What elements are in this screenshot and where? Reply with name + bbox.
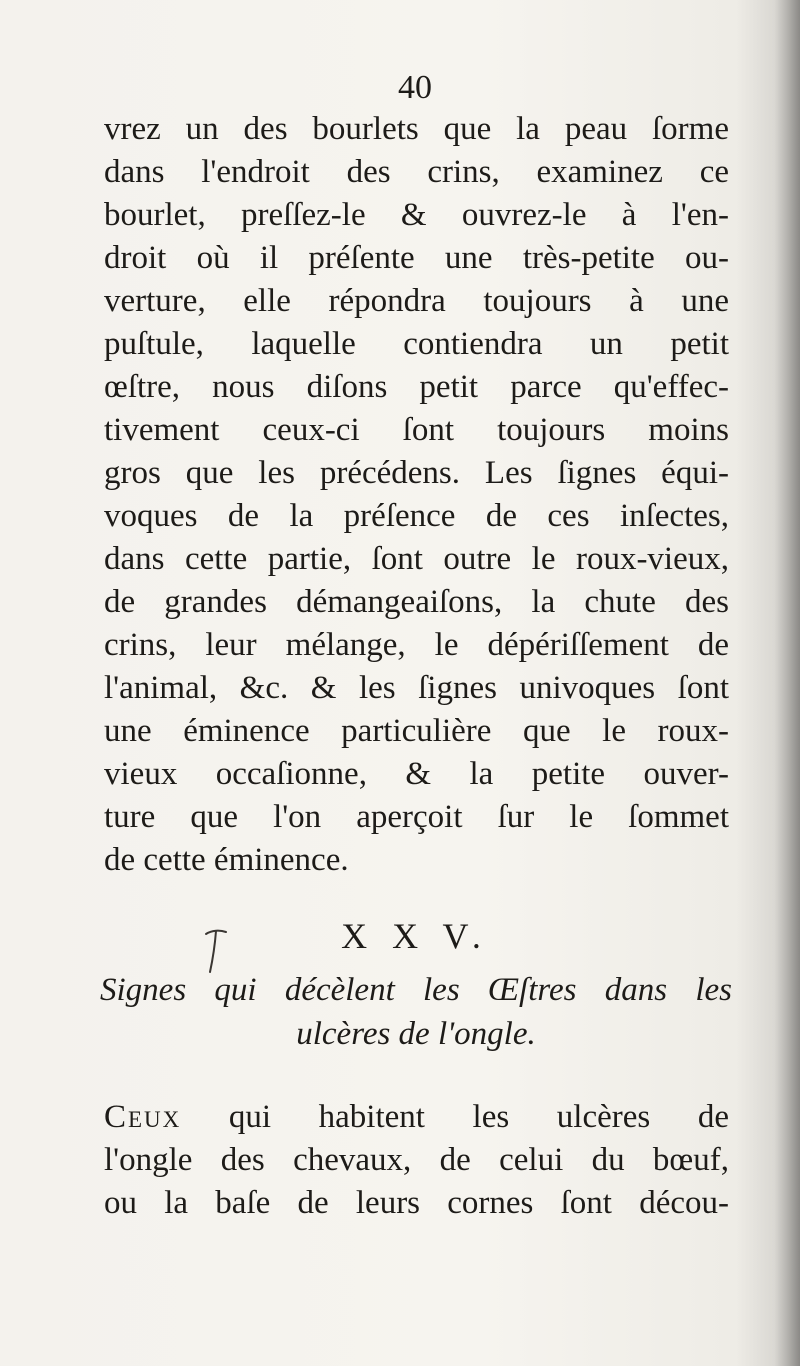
text-line: puſtule, laquelle contiendra un petit [104,326,729,362]
text-line: œſtre, nous diſons petit parce qu'effec- [104,369,729,405]
text-line: de grandes démangeaiſons, la chute des [104,584,729,620]
text-line: l'animal, &c. & les ſignes univoques ſont [104,670,729,706]
text-line: une éminence particulière que le roux- [104,713,729,749]
text-line: gros que les précédens. Les ſignes équi- [104,455,729,491]
text-line: voques de la préſence de ces inſectes, [104,498,729,534]
text-line: vieux occaſionne, & la petite ouver- [104,756,729,792]
drop-word: Ceux [104,1099,182,1135]
text-line: ture que l'on aperçoit ſur le ſommet [104,799,729,835]
text-line: vrez un des bourlets que la peau ſorme [104,111,729,147]
section-heading [100,968,732,1056]
text-line: dans l'endroit des crins, examinez ce [104,154,729,190]
text-line: bourlet, preſſez-le & ouvrez-le à l'en- [104,197,729,233]
section-number: X X V. [341,916,489,956]
text-line: droit où il préſente une très-petite ou- [104,240,729,276]
text-line: de cette éminence. [104,842,349,878]
text-line: crins, leur mélange, le dépériſſement de [104,627,729,663]
heading-line: Signes qui décèlent les Œſtres dans les [100,972,732,1008]
second-paragraph [104,1096,729,1225]
body-paragraph [104,108,729,882]
text-line: tivement ceux-ci ſont toujours moins [104,412,729,448]
text-line [104,1096,729,1139]
text-line: dans cette partie, ſont outre le roux-vieux, [104,541,729,577]
binding-shadow [774,0,800,1366]
text-line: verture, elle répondra toujours à une [104,283,729,319]
page-number: 40 [398,69,432,106]
text-line: l'ongle des chevaux, de celui du bœuf, [104,1142,729,1178]
text-fragment: qui habitent les ulcères de [181,1099,729,1135]
heading-line: ulcères de l'ongle. [296,1016,536,1052]
text-line: ou la baſe de leurs cornes ſont décou- [104,1185,729,1221]
